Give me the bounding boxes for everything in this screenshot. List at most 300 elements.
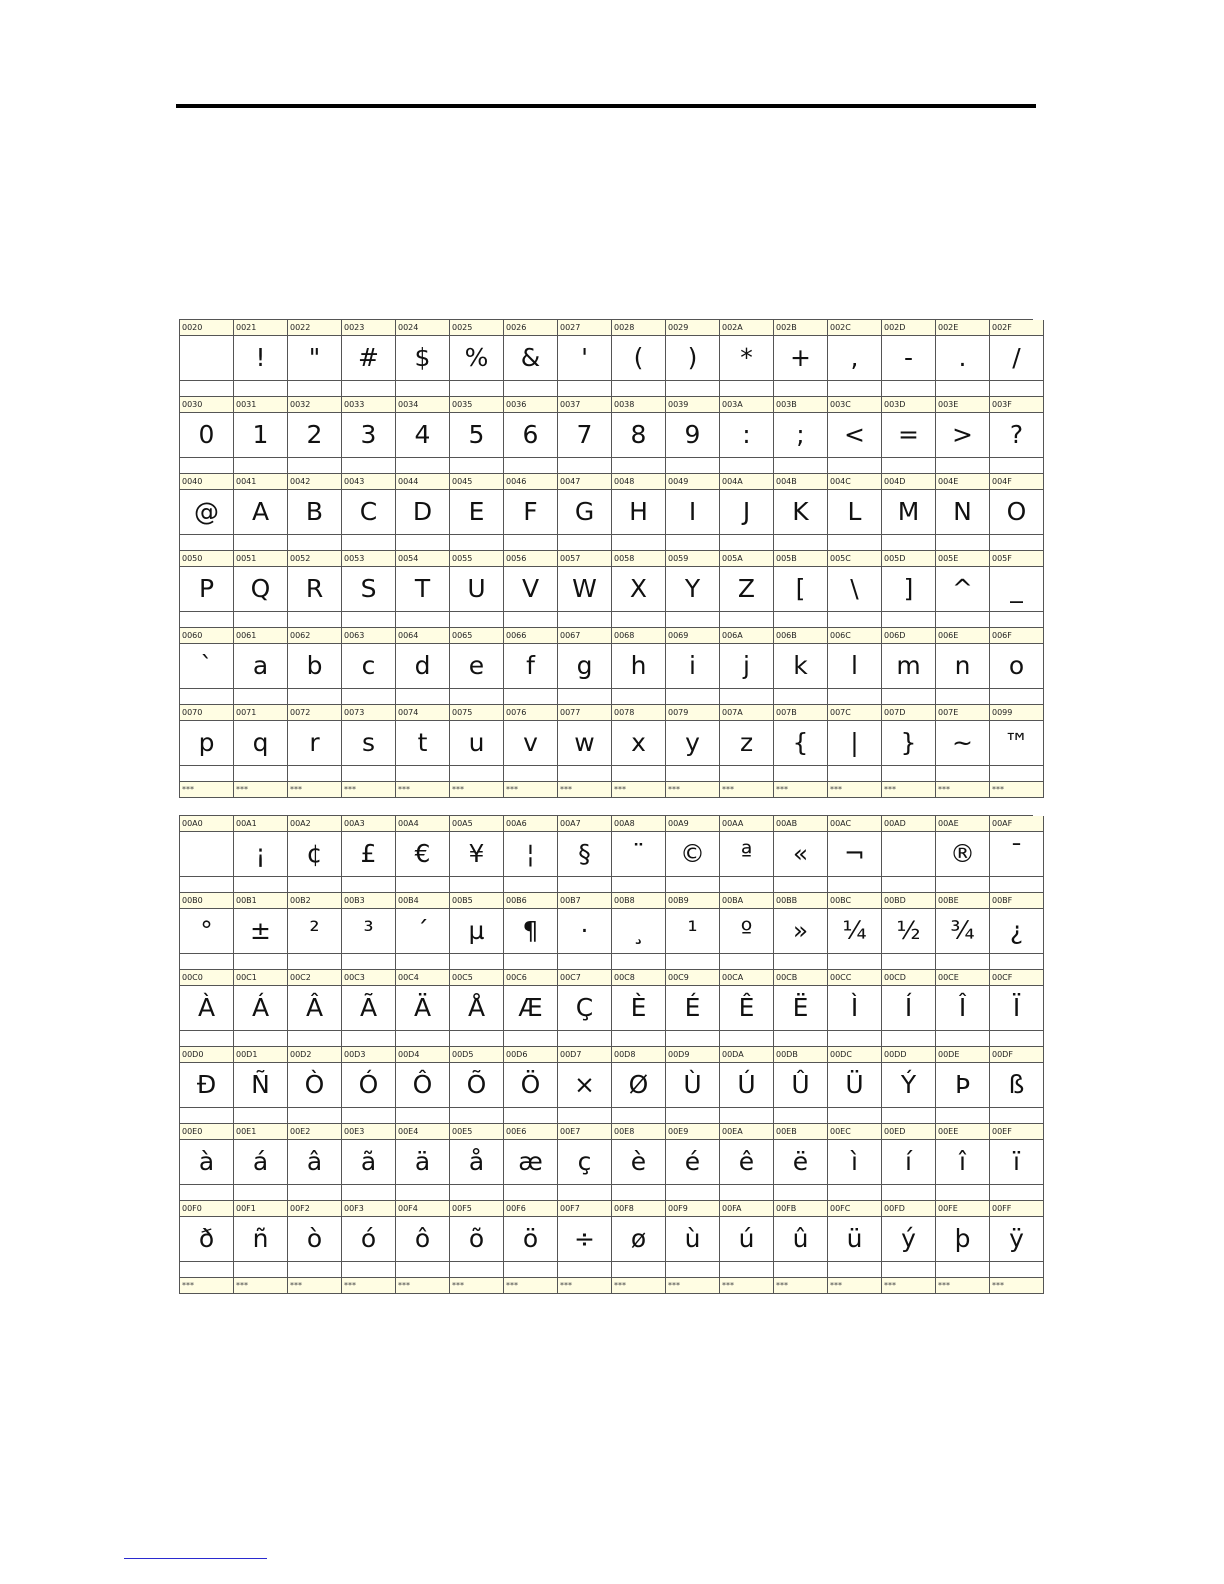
- spacer-cell: [720, 381, 774, 397]
- glyph-cell: é: [666, 1140, 720, 1185]
- glyph-row: [180, 336, 1033, 381]
- code-row: [180, 1201, 1033, 1217]
- code-point-label: 00F9: [666, 1201, 720, 1217]
- code-point-label: 004E: [936, 474, 990, 490]
- glyph-cell: Ú: [720, 1063, 774, 1108]
- spacer-cell: [882, 1185, 936, 1201]
- glyph-cell: `: [180, 644, 234, 689]
- code-point-label: 0055: [450, 551, 504, 567]
- glyph-cell: O: [990, 490, 1044, 535]
- code-point-label: 005C: [828, 551, 882, 567]
- spacer-cell: [504, 458, 558, 474]
- glyph-cell: >: [936, 413, 990, 458]
- glyph-cell: í: [882, 1140, 936, 1185]
- spacer-cell: [990, 458, 1044, 474]
- code-point-label: 00D5: [450, 1047, 504, 1063]
- glyph-cell: 7: [558, 413, 612, 458]
- code-point-label: 00AD: [882, 816, 936, 832]
- glyph-cell: á: [234, 1140, 288, 1185]
- glyph-cell: ù: [666, 1217, 720, 1262]
- spacer-cell: [180, 612, 234, 628]
- code-point-label: 006B: [774, 628, 828, 644]
- code-point-label: 00C2: [288, 970, 342, 986]
- glyph-cell: ÿ: [990, 1217, 1044, 1262]
- spacer-cell: [180, 458, 234, 474]
- spacer-cell: [720, 1185, 774, 1201]
- glyph-cell: Ê: [720, 986, 774, 1031]
- code-point-label: 006F: [990, 628, 1044, 644]
- spacer-cell: [234, 381, 288, 397]
- spacer-cell: [504, 766, 558, 782]
- code-point-label: 00C0: [180, 970, 234, 986]
- code-point-label: 00A5: [450, 816, 504, 832]
- code-point-label: 0044: [396, 474, 450, 490]
- spacer-cell: [612, 766, 666, 782]
- code-point-label: 00E8: [612, 1124, 666, 1140]
- trailer-cell: ***: [396, 782, 450, 798]
- spacer-cell: [450, 1185, 504, 1201]
- spacer-cell: [720, 766, 774, 782]
- glyph-cell: ;: [774, 413, 828, 458]
- code-point-label: 00E2: [288, 1124, 342, 1140]
- spacer-cell: [774, 766, 828, 782]
- spacer-cell: [504, 381, 558, 397]
- spacer-cell: [612, 1185, 666, 1201]
- code-point-label: 0060: [180, 628, 234, 644]
- glyph-cell: F: [504, 490, 558, 535]
- glyph-cell: ñ: [234, 1217, 288, 1262]
- code-point-label: 00F7: [558, 1201, 612, 1217]
- code-point-label: 002A: [720, 320, 774, 336]
- trailer-cell: ***: [936, 1278, 990, 1294]
- code-point-label: 005F: [990, 551, 1044, 567]
- spacer-cell: [882, 535, 936, 551]
- spacer-cell: [774, 877, 828, 893]
- code-point-label: 00E9: [666, 1124, 720, 1140]
- glyph-cell: ,: [828, 336, 882, 381]
- code-point-label: 00EC: [828, 1124, 882, 1140]
- code-point-label: 0023: [342, 320, 396, 336]
- code-point-label: 00CF: [990, 970, 1044, 986]
- glyph-cell: ™: [990, 721, 1044, 766]
- code-point-label: 00F5: [450, 1201, 504, 1217]
- glyph-cell: [180, 832, 234, 877]
- trailer-cell: ***: [396, 1278, 450, 1294]
- spacer-row: [180, 1185, 1033, 1201]
- spacer-cell: [936, 1262, 990, 1278]
- glyph-cell: i: [666, 644, 720, 689]
- code-point-label: 003B: [774, 397, 828, 413]
- glyph-cell: ¦: [504, 832, 558, 877]
- code-point-label: 00BA: [720, 893, 774, 909]
- spacer-cell: [720, 1031, 774, 1047]
- glyph-cell: Ì: [828, 986, 882, 1031]
- code-point-label: 00D7: [558, 1047, 612, 1063]
- spacer-cell: [342, 1108, 396, 1124]
- code-point-label: 0029: [666, 320, 720, 336]
- trailer-cell: ***: [504, 1278, 558, 1294]
- glyph-cell: 8: [612, 413, 666, 458]
- spacer-cell: [990, 1185, 1044, 1201]
- spacer-cell: [990, 689, 1044, 705]
- code-point-label: 0042: [288, 474, 342, 490]
- glyph-cell: =: [882, 413, 936, 458]
- code-point-label: 00D0: [180, 1047, 234, 1063]
- character-table-basic-latin: [179, 319, 1033, 798]
- spacer-cell: [180, 1031, 234, 1047]
- spacer-cell: [396, 954, 450, 970]
- code-point-label: 00B5: [450, 893, 504, 909]
- code-point-label: 00A4: [396, 816, 450, 832]
- spacer-cell: [828, 1262, 882, 1278]
- spacer-cell: [558, 1031, 612, 1047]
- glyph-cell: j: [720, 644, 774, 689]
- glyph-cell: z: [720, 721, 774, 766]
- spacer-cell: [504, 1262, 558, 1278]
- glyph-cell: ü: [828, 1217, 882, 1262]
- spacer-cell: [288, 877, 342, 893]
- trailer-cell: ***: [504, 782, 558, 798]
- code-point-label: 00E0: [180, 1124, 234, 1140]
- spacer-cell: [612, 1108, 666, 1124]
- code-point-label: 00F4: [396, 1201, 450, 1217]
- glyph-cell: Á: [234, 986, 288, 1031]
- spacer-cell: [342, 612, 396, 628]
- spacer-cell: [882, 381, 936, 397]
- spacer-row: [180, 689, 1033, 705]
- code-point-label: 0030: [180, 397, 234, 413]
- spacer-cell: [612, 381, 666, 397]
- code-point-label: 00D3: [342, 1047, 396, 1063]
- glyph-cell: Ø: [612, 1063, 666, 1108]
- code-row: [180, 551, 1033, 567]
- code-point-label: 0036: [504, 397, 558, 413]
- spacer-row: [180, 1031, 1033, 1047]
- spacer-cell: [774, 1108, 828, 1124]
- spacer-cell: [936, 954, 990, 970]
- spacer-cell: [504, 535, 558, 551]
- glyph-cell: 6: [504, 413, 558, 458]
- code-point-label: 003D: [882, 397, 936, 413]
- spacer-cell: [450, 458, 504, 474]
- glyph-cell: Õ: [450, 1063, 504, 1108]
- spacer-cell: [450, 877, 504, 893]
- character-table-latin-1: [179, 815, 1033, 1294]
- spacer-cell: [828, 1031, 882, 1047]
- glyph-cell: þ: [936, 1217, 990, 1262]
- glyph-cell: ÷: [558, 1217, 612, 1262]
- spacer-cell: [666, 381, 720, 397]
- glyph-cell: ): [666, 336, 720, 381]
- code-point-label: 0073: [342, 705, 396, 721]
- code-point-label: 00FC: [828, 1201, 882, 1217]
- glyph-cell: Ó: [342, 1063, 396, 1108]
- code-point-label: 00C8: [612, 970, 666, 986]
- trailer-cell: ***: [774, 1278, 828, 1294]
- spacer-cell: [666, 954, 720, 970]
- code-point-label: 00AA: [720, 816, 774, 832]
- code-point-label: 007E: [936, 705, 990, 721]
- glyph-cell: \: [828, 567, 882, 612]
- glyph-cell: S: [342, 567, 396, 612]
- spacer-cell: [342, 1262, 396, 1278]
- spacer-cell: [882, 1262, 936, 1278]
- code-point-label: 00C1: [234, 970, 288, 986]
- spacer-cell: [396, 535, 450, 551]
- trailer-cell: ***: [774, 782, 828, 798]
- code-point-label: 0021: [234, 320, 288, 336]
- spacer-cell: [882, 612, 936, 628]
- glyph-cell: Å: [450, 986, 504, 1031]
- code-point-label: 00ED: [882, 1124, 936, 1140]
- spacer-cell: [450, 766, 504, 782]
- glyph-cell: U: [450, 567, 504, 612]
- spacer-cell: [396, 381, 450, 397]
- glyph-cell: ¨: [612, 832, 666, 877]
- spacer-cell: [828, 381, 882, 397]
- glyph-cell: w: [558, 721, 612, 766]
- glyph-cell: Ç: [558, 986, 612, 1031]
- code-point-label: 00B6: [504, 893, 558, 909]
- code-point-label: 00B2: [288, 893, 342, 909]
- spacer-cell: [612, 954, 666, 970]
- spacer-cell: [558, 535, 612, 551]
- spacer-cell: [342, 689, 396, 705]
- glyph-cell: æ: [504, 1140, 558, 1185]
- glyph-cell: §: [558, 832, 612, 877]
- code-point-label: 00C5: [450, 970, 504, 986]
- spacer-cell: [990, 612, 1044, 628]
- spacer-cell: [396, 1031, 450, 1047]
- glyph-cell: ": [288, 336, 342, 381]
- code-point-label: 00C4: [396, 970, 450, 986]
- spacer-cell: [558, 612, 612, 628]
- spacer-cell: [666, 458, 720, 474]
- code-point-label: 006A: [720, 628, 774, 644]
- code-point-label: 00BF: [990, 893, 1044, 909]
- glyph-cell: Ü: [828, 1063, 882, 1108]
- code-point-label: 0038: [612, 397, 666, 413]
- glyph-cell: ¾: [936, 909, 990, 954]
- code-point-label: 00EE: [936, 1124, 990, 1140]
- code-point-label: 0048: [612, 474, 666, 490]
- code-point-label: 005B: [774, 551, 828, 567]
- glyph-cell: p: [180, 721, 234, 766]
- code-point-label: 00B0: [180, 893, 234, 909]
- code-point-label: 0043: [342, 474, 396, 490]
- glyph-cell: <: [828, 413, 882, 458]
- spacer-cell: [288, 1185, 342, 1201]
- code-point-label: 00CB: [774, 970, 828, 986]
- code-point-label: 0054: [396, 551, 450, 567]
- glyph-cell: ð: [180, 1217, 234, 1262]
- spacer-cell: [234, 612, 288, 628]
- spacer-cell: [720, 877, 774, 893]
- spacer-cell: [828, 1185, 882, 1201]
- spacer-cell: [666, 766, 720, 782]
- spacer-cell: [288, 535, 342, 551]
- spacer-cell: [774, 381, 828, 397]
- spacer-row: [180, 766, 1033, 782]
- code-point-label: 00E7: [558, 1124, 612, 1140]
- glyph-cell: ^: [936, 567, 990, 612]
- spacer-cell: [882, 458, 936, 474]
- spacer-cell: [342, 1185, 396, 1201]
- trailer-cell: ***: [288, 1278, 342, 1294]
- glyph-cell: ~: [936, 721, 990, 766]
- glyph-cell: ·: [558, 909, 612, 954]
- glyph-cell: t: [396, 721, 450, 766]
- glyph-cell: v: [504, 721, 558, 766]
- trailer-cell: ***: [180, 1278, 234, 1294]
- spacer-cell: [504, 1031, 558, 1047]
- code-point-label: 0076: [504, 705, 558, 721]
- code-point-label: 005A: [720, 551, 774, 567]
- code-point-label: 00FF: [990, 1201, 1044, 1217]
- glyph-cell: q: [234, 721, 288, 766]
- glyph-cell: V: [504, 567, 558, 612]
- spacer-cell: [828, 766, 882, 782]
- glyph-cell: 1: [234, 413, 288, 458]
- glyph-cell: 4: [396, 413, 450, 458]
- code-point-label: 006E: [936, 628, 990, 644]
- code-point-label: 004B: [774, 474, 828, 490]
- code-point-label: 0033: [342, 397, 396, 413]
- glyph-cell: Q: [234, 567, 288, 612]
- code-point-label: 00B9: [666, 893, 720, 909]
- glyph-cell: ó: [342, 1217, 396, 1262]
- trailer-cell: ***: [666, 1278, 720, 1294]
- glyph-cell: ë: [774, 1140, 828, 1185]
- spacer-cell: [828, 689, 882, 705]
- glyph-cell: î: [936, 1140, 990, 1185]
- glyph-row: [180, 1063, 1033, 1108]
- glyph-cell: [882, 832, 936, 877]
- code-point-label: 00CD: [882, 970, 936, 986]
- spacer-cell: [180, 1108, 234, 1124]
- code-point-label: 00EB: [774, 1124, 828, 1140]
- header-rule: [176, 104, 1036, 108]
- spacer-cell: [936, 1108, 990, 1124]
- spacer-cell: [774, 612, 828, 628]
- glyph-cell: 5: [450, 413, 504, 458]
- spacer-row: [180, 954, 1033, 970]
- glyph-cell: ©: [666, 832, 720, 877]
- glyph-cell: Ò: [288, 1063, 342, 1108]
- glyph-cell: e: [450, 644, 504, 689]
- spacer-cell: [342, 458, 396, 474]
- glyph-cell: €: [396, 832, 450, 877]
- glyph-cell: [180, 336, 234, 381]
- glyph-cell: õ: [450, 1217, 504, 1262]
- glyph-cell: û: [774, 1217, 828, 1262]
- glyph-cell: ]: [882, 567, 936, 612]
- spacer-cell: [828, 1108, 882, 1124]
- spacer-cell: [342, 954, 396, 970]
- code-row: [180, 628, 1033, 644]
- trailer-cell: ***: [342, 782, 396, 798]
- code-point-label: 0067: [558, 628, 612, 644]
- code-point-label: 0026: [504, 320, 558, 336]
- code-point-label: 00E6: [504, 1124, 558, 1140]
- spacer-cell: [828, 535, 882, 551]
- glyph-cell: W: [558, 567, 612, 612]
- glyph-cell: #: [342, 336, 396, 381]
- code-point-label: 00DB: [774, 1047, 828, 1063]
- spacer-cell: [234, 458, 288, 474]
- trailer-cell: ***: [990, 782, 1044, 798]
- code-point-label: 00E3: [342, 1124, 396, 1140]
- code-point-label: 002D: [882, 320, 936, 336]
- code-point-label: 00DA: [720, 1047, 774, 1063]
- trailer-cell: ***: [882, 782, 936, 798]
- spacer-cell: [774, 535, 828, 551]
- glyph-cell: Ä: [396, 986, 450, 1031]
- spacer-cell: [612, 612, 666, 628]
- glyph-cell: ®: [936, 832, 990, 877]
- code-point-label: 00CA: [720, 970, 774, 986]
- code-point-label: 0068: [612, 628, 666, 644]
- glyph-cell: G: [558, 490, 612, 535]
- code-point-label: 0075: [450, 705, 504, 721]
- spacer-cell: [234, 689, 288, 705]
- spacer-cell: [882, 1108, 936, 1124]
- spacer-cell: [828, 458, 882, 474]
- spacer-cell: [666, 689, 720, 705]
- trailer-row: [180, 1278, 1033, 1294]
- code-point-label: 00F3: [342, 1201, 396, 1217]
- code-point-label: 0027: [558, 320, 612, 336]
- spacer-cell: [828, 612, 882, 628]
- glyph-cell: ¢: [288, 832, 342, 877]
- glyph-cell: ¸: [612, 909, 666, 954]
- spacer-cell: [720, 458, 774, 474]
- glyph-cell: ã: [342, 1140, 396, 1185]
- trailer-cell: ***: [288, 782, 342, 798]
- glyph-cell: :: [720, 413, 774, 458]
- spacer-cell: [288, 1108, 342, 1124]
- trailer-cell: ***: [450, 782, 504, 798]
- code-row: [180, 970, 1033, 986]
- spacer-cell: [450, 689, 504, 705]
- spacer-cell: [936, 535, 990, 551]
- glyph-cell: Ô: [396, 1063, 450, 1108]
- glyph-cell: ²: [288, 909, 342, 954]
- spacer-cell: [180, 766, 234, 782]
- spacer-cell: [450, 1108, 504, 1124]
- glyph-cell: ø: [612, 1217, 666, 1262]
- code-point-label: 00D1: [234, 1047, 288, 1063]
- spacer-cell: [396, 1108, 450, 1124]
- glyph-row: [180, 413, 1033, 458]
- code-point-label: 0046: [504, 474, 558, 490]
- code-point-label: 0078: [612, 705, 666, 721]
- spacer-cell: [396, 877, 450, 893]
- spacer-cell: [666, 1031, 720, 1047]
- spacer-cell: [450, 381, 504, 397]
- glyph-cell: @: [180, 490, 234, 535]
- code-row: [180, 816, 1033, 832]
- glyph-cell: _: [990, 567, 1044, 612]
- glyph-cell: ¡: [234, 832, 288, 877]
- code-point-label: 0056: [504, 551, 558, 567]
- code-point-label: 0063: [342, 628, 396, 644]
- code-point-label: 0099: [990, 705, 1044, 721]
- glyph-cell: Ö: [504, 1063, 558, 1108]
- glyph-cell: Y: [666, 567, 720, 612]
- spacer-cell: [558, 954, 612, 970]
- code-point-label: 00B4: [396, 893, 450, 909]
